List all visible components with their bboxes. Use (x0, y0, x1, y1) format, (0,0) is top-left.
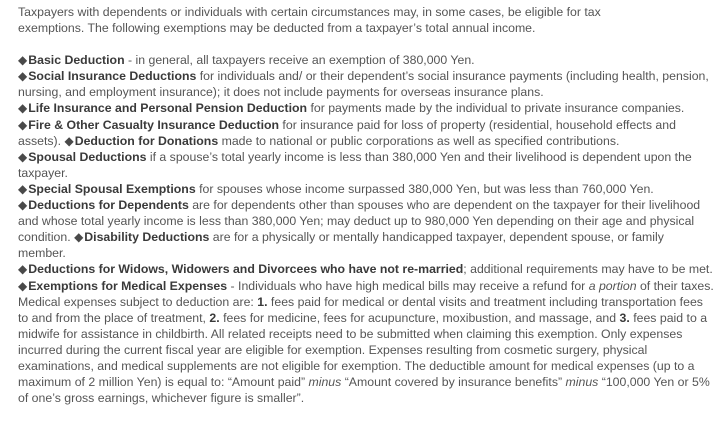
diamond-bullet-icon: ◆ (18, 117, 28, 132)
widows-medical-item (18, 261, 714, 406)
diamond-bullet-icon: ◆ (18, 198, 28, 213)
life-insurance-term: Life Insurance and Personal Pension Deduction (28, 101, 308, 116)
spousal-deduction-term: Spousal Deductions (28, 149, 147, 164)
dependents-text: are for dependents other than spouses who are dependent on the taxpayer for their livelihood and whose total yearly income is less than 380,000 Yen; may deduct up to 980,000 Yen depending on their age and physical condition. (18, 198, 701, 245)
diamond-bullet-icon: ◆ (18, 101, 28, 116)
life-insurance-item (18, 100, 714, 116)
spousal-deduction-text: if a spouse’s total yearly income is less than 380,000 Yen and their livelihood is dependent upon the taxpayer. (18, 149, 692, 180)
medical-text-g: “100,000 Yen or 5% of one’s gross earnings, whichever figure is smaller”. (18, 375, 710, 406)
special-spousal-text: for spouses whose income surpassed 380,000 Yen, but was less than 760,000 Yen. (195, 181, 654, 196)
medical-text-f: “Amount covered by insurance benefits” (341, 375, 566, 390)
fire-casualty-text: for insurance paid for loss of property (residential, household effects and assets). (18, 117, 676, 148)
dependents-item (18, 197, 714, 261)
diamond-bullet-icon: ◆ (18, 262, 28, 277)
medical-number-2: 2. (209, 310, 220, 325)
basic-deduction-text: - in general, all taxpayers receive an exemption of 380,000 Yen. (124, 53, 475, 68)
life-insurance-text: for payments made by the individual to private insurance companies. (307, 101, 685, 116)
medical-number-3: 3. (619, 310, 630, 325)
disability-text: are for a physically or mentally handicapped taxpayer, dependent spouse, or family member. (18, 230, 664, 261)
widows-text: ; additional requirements may have to be met. (463, 262, 713, 277)
medical-text-c: fees paid for medical or dental visits and treatment including transportation fees to and from the place of treatment, (18, 294, 703, 325)
basic-deduction-item (18, 52, 714, 68)
special-spousal-item (18, 181, 714, 197)
paragraph-gap (18, 36, 714, 52)
diamond-bullet-icon: ◆ (18, 278, 28, 293)
diamond-bullet-icon: ◆ (18, 53, 28, 68)
social-insurance-term: Social Insurance Deductions (28, 69, 197, 84)
intro-paragraph (18, 4, 714, 36)
intro-line-2: exemptions. The following exemptions may be deducted from a taxpayer’s total annual income. (18, 21, 536, 36)
medical-text-d: fees for medicine, fees for acupuncture, moxibustion, and massage, and (219, 310, 620, 325)
donations-text: made to national or public corporations as well as specified contributions. (218, 133, 620, 148)
medical-text-e: fees paid to a midwife for assistance in childbirth. All related receipts need to be submitted when claiming this exemption. Only expenses incurred during the current fiscal year are eligible for exemption. Expenses resulting from cosmetic surgery, physical examinations, and medical supplements are not eligible for exemption. The deductible amount for medical expenses (up to a maximum of 2 million Yen) is equal to: “Amount paid” (18, 310, 708, 390)
diamond-bullet-icon: ◆ (18, 69, 28, 84)
diamond-bullet-icon: ◆ (18, 149, 28, 164)
donations-term: Deduction for Donations (74, 133, 219, 148)
diamond-bullet-icon: ◆ (18, 181, 28, 196)
diamond-bullet-icon: ◆ (74, 230, 84, 245)
dependents-term: Deductions for Dependents (28, 198, 189, 213)
basic-deduction-term: Basic Deduction (28, 53, 125, 68)
social-insurance-text: for individuals and/ or their dependent’s social insurance payments (including health, pension, nursing, and employment insurance); it does not include payments for overseas insurance plans. (18, 69, 709, 100)
disability-term: Disability Deductions (84, 230, 210, 245)
spousal-deduction-item (18, 149, 714, 181)
fire-casualty-term: Fire & Other Casualty Insurance Deduction (28, 117, 280, 132)
medical-emphasis-minus-1: minus (308, 375, 342, 390)
widows-term: Deductions for Widows, Widowers and Divorcees who have not re-married (28, 262, 464, 277)
medical-text-a: - Individuals who have high medical bills may receive a refund for (227, 278, 589, 293)
medical-text-b: of their taxes. Medical expenses subject to deduction are: (18, 278, 714, 309)
special-spousal-term: Special Spousal Exemptions (28, 181, 196, 196)
medical-term: Exemptions for Medical Expenses (28, 278, 228, 293)
medical-number-1: 1. (257, 294, 268, 309)
diamond-bullet-icon: ◆ (64, 133, 74, 148)
medical-emphasis-portion: a portion (588, 278, 637, 293)
social-insurance-item (18, 68, 714, 100)
fire-casualty-item (18, 117, 714, 149)
intro-line-1: Taxpayers with dependents or individuals with certain circumstances may, in some cases, be eligible for tax (18, 5, 601, 19)
medical-emphasis-minus-2: minus (565, 375, 599, 390)
